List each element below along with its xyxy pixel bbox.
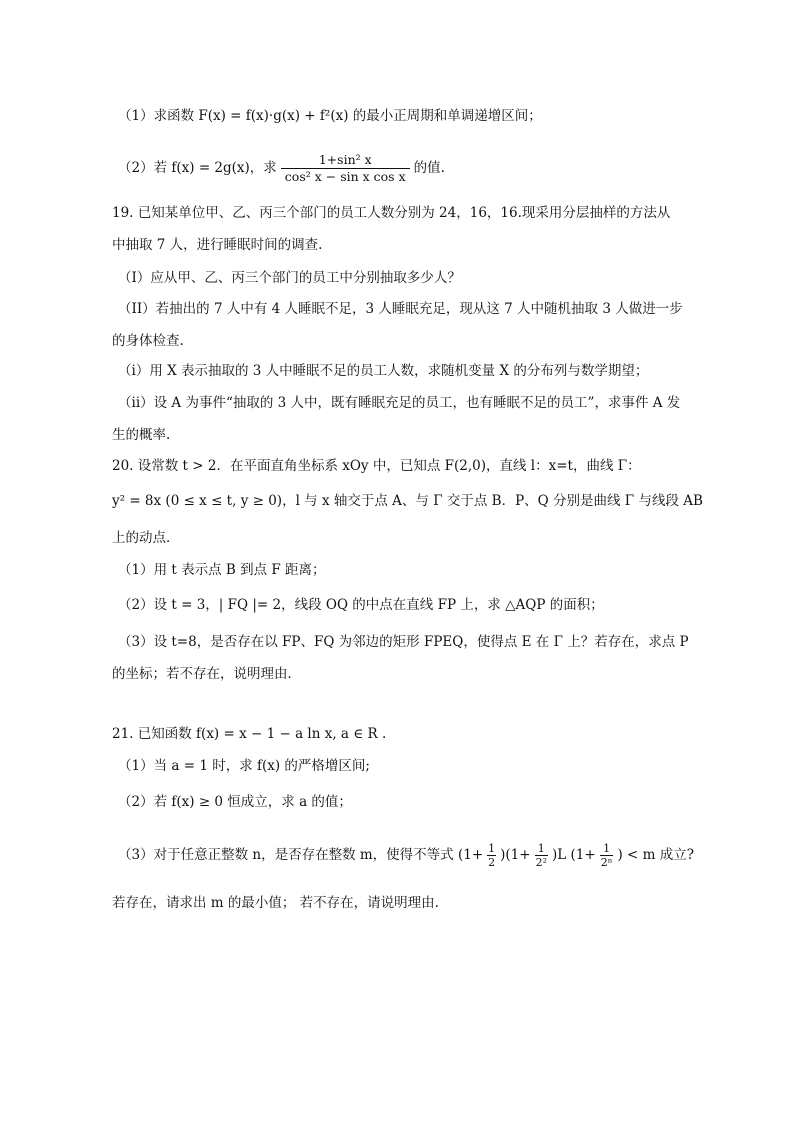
q21-fraction-2-numerator: 1 [537, 842, 545, 855]
q21-line5: 若存在，请求出 m 的最小值； 若不存在，请说明理由. [112, 895, 439, 911]
q21-fraction-2-denominator: 2² [535, 856, 547, 869]
q20-line6: （3）设 t=8，是否存在以 FP、FQ 为邻边的矩形 FPEQ，使得点 E 在 Γ 上？若存在，求点 P [118, 634, 689, 650]
q21-line1: 21. 已知函数 f(x) = x − 1 − a ln x, a ∈ R . [112, 726, 387, 742]
q18-part2 [118, 152, 445, 185]
q19-line4: （II）若抽出的 7 人中有 4 人睡眠不足，3 人睡眠充足，现从这 7 人中随机抽取 3 人做进一步 [118, 301, 683, 317]
q18-fraction-numerator: 1+sin² x [318, 152, 372, 167]
q19-line3: （I）应从甲、乙、丙三个部门的员工中分别抽取多少人？ [118, 270, 461, 286]
q19-line1: 19. 已知某单位甲、乙、丙三个部门的员工人数分别为 24，16，16.现采用分层抽样的方法从 [112, 205, 671, 221]
q19-line5: 的身体检查. [112, 333, 184, 349]
q19-line2: 中抽取 7 人，进行睡眠时间的调查. [112, 237, 323, 253]
q20-line5: （2）设 t = 3，| FQ |= 2，线段 OQ 的中点在直线 FP 上，求 △AQP 的面积； [118, 597, 604, 613]
q18-part1: （1）求函数 F(x) = f(x)·g(x) + f²(x) 的最小正周期和单调递增区间； [118, 108, 542, 124]
q21-mid-2: )L (1+ [552, 847, 596, 863]
q21-fraction-1-denominator: 2 [488, 856, 496, 869]
q20-line1: 20. 设常数 t > 2．在平面直角坐标系 xOy 中，已知点 F(2,0)，直线 l：x=t，曲线 Γ： [112, 458, 641, 474]
q18-fraction [281, 152, 410, 185]
q21-mid-1: )(1+ [500, 847, 531, 863]
q19-line6: （i）用 X 表示抽取的 3 人中睡眠不足的员工人数，求随机变量 X 的分布列与数学期望； [118, 363, 649, 379]
q21-line4 [118, 842, 694, 869]
q21-fraction-1-numerator: 1 [488, 842, 496, 855]
q21-fraction-3-numerator: 1 [603, 842, 611, 855]
q21-fraction-3 [600, 842, 614, 869]
q20-line3: 上的动点． [112, 530, 180, 546]
q20-line2: y² = 8x (0 ≤ x ≤ t, y ≥ 0)，l 与 x 轴交于点 A、与 Γ 交于点 B．P、Q 分别是曲线 Γ 与线段 AB [112, 493, 703, 509]
q21-line3: （2）若 f(x) ≥ 0 恒成立，求 a 的值； [118, 794, 352, 810]
q18-fraction-denominator: cos² x − sin x cos x [281, 168, 410, 185]
q19-line8: 生的概率. [112, 427, 171, 443]
q19-line7: （ii）设 A 为事件“抽取的 3 人中，既有睡眠充足的员工，也有睡眠不足的员工”，求事件 A 发 [118, 395, 681, 411]
q21-fraction-3-denominator: 2ⁿ [600, 856, 613, 869]
q21-fraction-1 [487, 842, 496, 869]
q20-line7: 的坐标；若不存在，说明理由． [112, 666, 301, 682]
q18-part2-suffix: 的值. [413, 160, 445, 176]
q20-line4: （1）用 t 表示点 B 到点 F 距离； [118, 562, 326, 578]
q21-line2: （1）当 a = 1 时，求 f(x) 的严格增区间; [118, 758, 370, 774]
q21-fraction-2 [535, 842, 548, 869]
q18-part2-prefix: （2）若 f(x) = 2g(x)，求 [118, 160, 277, 176]
q21-line4-prefix: （3）对于任意正整数 n，是否存在整数 m，使得不等式 (1+ [118, 847, 484, 863]
q21-line4-suffix: ) < m 成立? [617, 847, 694, 863]
